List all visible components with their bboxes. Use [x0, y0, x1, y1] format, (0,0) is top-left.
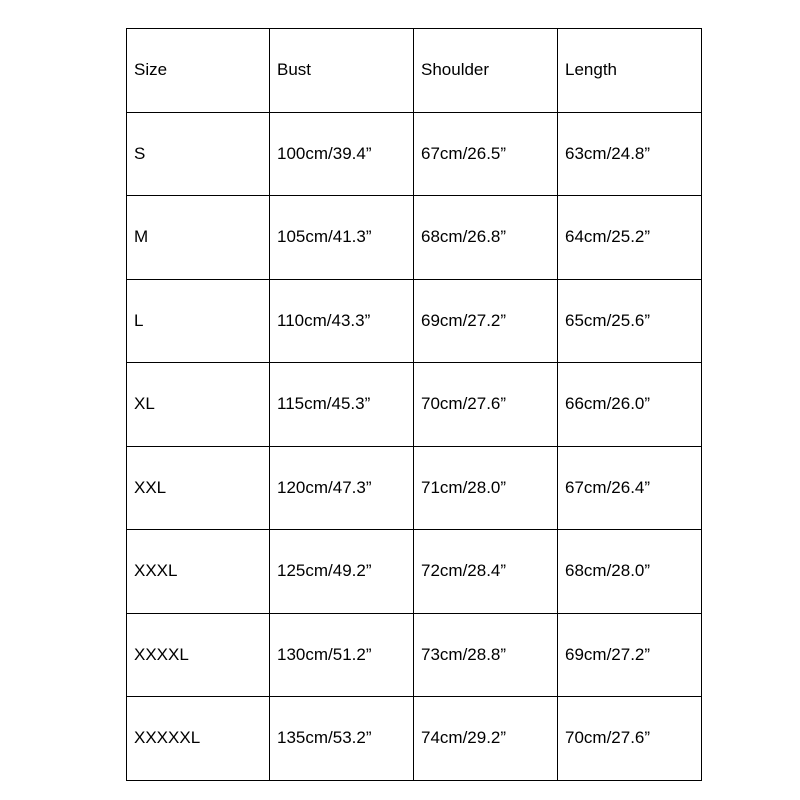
size-cell: XL — [127, 363, 270, 447]
size-cell: S — [127, 112, 270, 196]
size-cell: XXXL — [127, 530, 270, 614]
length-cell: 70cm/27.6” — [558, 697, 702, 781]
length-cell: 64cm/25.2” — [558, 196, 702, 280]
shoulder-cell: 74cm/29.2” — [414, 697, 558, 781]
header-cell-size: Size — [127, 29, 270, 113]
table-row — [127, 196, 702, 280]
table-row — [127, 279, 702, 363]
table-row — [127, 363, 702, 447]
bust-cell: 135cm/53.2” — [270, 697, 414, 781]
bust-cell: 120cm/47.3” — [270, 446, 414, 530]
shoulder-cell: 70cm/27.6” — [414, 363, 558, 447]
bust-cell: 115cm/45.3” — [270, 363, 414, 447]
size-cell: XXL — [127, 446, 270, 530]
shoulder-cell: 68cm/26.8” — [414, 196, 558, 280]
shoulder-cell: 72cm/28.4” — [414, 530, 558, 614]
size-cell: XXXXL — [127, 613, 270, 697]
table-row — [127, 530, 702, 614]
bust-cell: 110cm/43.3” — [270, 279, 414, 363]
bust-cell: 105cm/41.3” — [270, 196, 414, 280]
table-header-row — [127, 29, 702, 113]
shoulder-cell: 73cm/28.8” — [414, 613, 558, 697]
shoulder-cell: 69cm/27.2” — [414, 279, 558, 363]
table-row — [127, 613, 702, 697]
bust-cell: 130cm/51.2” — [270, 613, 414, 697]
header-cell-bust: Bust — [270, 29, 414, 113]
size-cell: L — [127, 279, 270, 363]
size-chart-table — [126, 28, 702, 781]
bust-cell: 100cm/39.4” — [270, 112, 414, 196]
table-row — [127, 112, 702, 196]
header-cell-shoulder: Shoulder — [414, 29, 558, 113]
bust-cell: 125cm/49.2” — [270, 530, 414, 614]
size-cell: M — [127, 196, 270, 280]
table-row — [127, 697, 702, 781]
shoulder-cell: 71cm/28.0” — [414, 446, 558, 530]
length-cell: 63cm/24.8” — [558, 112, 702, 196]
length-cell: 66cm/26.0” — [558, 363, 702, 447]
header-cell-length: Length — [558, 29, 702, 113]
size-cell: XXXXXL — [127, 697, 270, 781]
shoulder-cell: 67cm/26.5” — [414, 112, 558, 196]
table-row — [127, 446, 702, 530]
length-cell: 69cm/27.2” — [558, 613, 702, 697]
length-cell: 67cm/26.4” — [558, 446, 702, 530]
length-cell: 68cm/28.0” — [558, 530, 702, 614]
length-cell: 65cm/25.6” — [558, 279, 702, 363]
